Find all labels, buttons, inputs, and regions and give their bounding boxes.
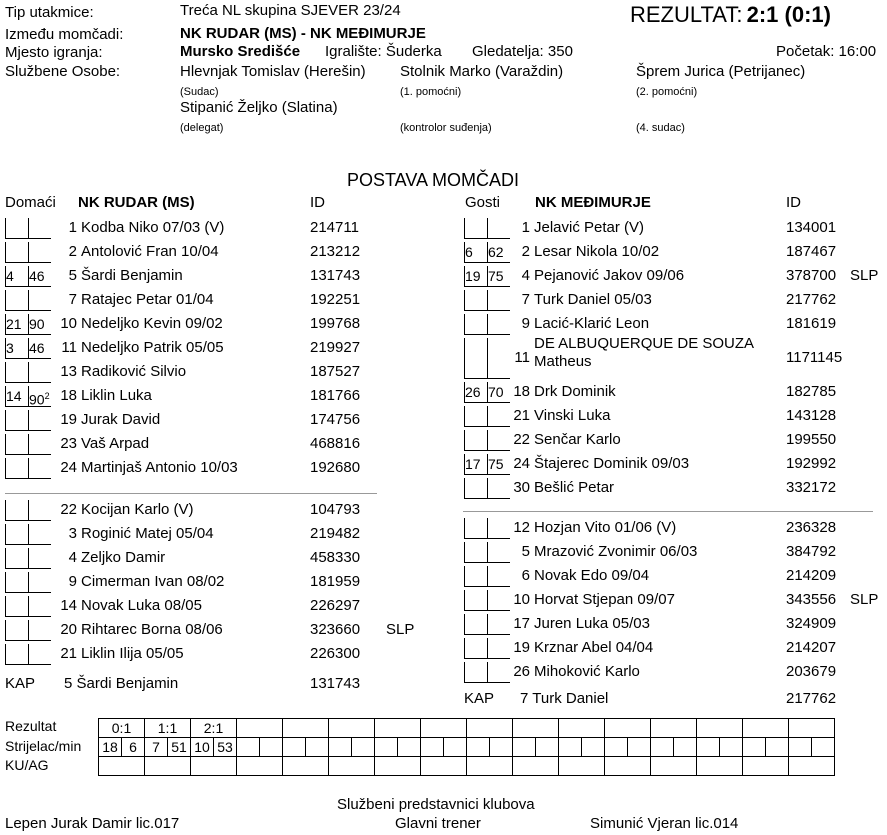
official-role: (Sudac)	[180, 86, 219, 98]
home-divider	[5, 493, 377, 494]
scorer-cell	[766, 738, 789, 757]
player-name: Lesar Nikola 10/02	[534, 243, 660, 260]
player-id: 343556	[786, 591, 837, 608]
sub-minute-box	[5, 290, 28, 311]
player-id: 324909	[786, 615, 837, 632]
player-id: 323660	[310, 621, 361, 638]
scorer-cell	[651, 738, 674, 757]
player-id: 214207	[786, 639, 837, 656]
izmedu-value: NK RUDAR (MS) - NK MEĐIMURJE	[180, 25, 426, 42]
player-name: Mihoković Karlo	[534, 663, 640, 680]
sub-minute-box	[5, 644, 28, 665]
izmedu-label: Između momčadi:	[5, 26, 124, 43]
player-number: 5	[68, 267, 77, 284]
scorer-cell	[812, 738, 835, 757]
sub-minute-box	[464, 590, 487, 611]
player-name: Juren Luka 05/03	[534, 615, 650, 632]
player-name: DE ALBUQUERQUE DE SOUZA	[534, 335, 755, 352]
player-name: Senčar Karlo	[534, 431, 621, 448]
scorer-cell: 51	[168, 738, 191, 757]
scorer-cell: 18	[99, 738, 122, 757]
player-id: 181959	[310, 573, 361, 590]
sub-minute-box	[5, 548, 28, 569]
player-number: 2	[68, 243, 77, 260]
player-id: 192251	[310, 291, 361, 308]
sub-minute-box	[5, 218, 28, 239]
rezultat-value: 2:1 (0:1)	[746, 2, 831, 27]
lineup-title: POSTAVA MOMČADI	[347, 170, 520, 190]
strijelac-row-label: Strijelac/min	[5, 738, 82, 754]
sub-minute: 46	[29, 340, 45, 356]
sub-minute-box: 4	[5, 266, 28, 287]
kuag-cell	[651, 757, 697, 776]
score-cell	[421, 719, 467, 738]
player-number: 5	[521, 543, 530, 560]
player-id: 187467	[786, 243, 837, 260]
player-number: 22	[513, 431, 530, 448]
player-number: 9	[68, 573, 77, 590]
player-number: 23	[60, 435, 77, 452]
player-name: Zeljko Damir	[81, 549, 166, 566]
player-id: 219927	[310, 339, 361, 356]
sub-minute-box	[5, 410, 28, 431]
player-id: 458330	[310, 549, 361, 566]
kuag-cell	[237, 757, 283, 776]
player-number: 22	[60, 501, 77, 518]
result-heading	[630, 2, 831, 28]
player-id: 181619	[786, 315, 837, 332]
sub-minute-box	[464, 566, 487, 587]
kuag-cell	[99, 757, 145, 776]
player-number: 13	[60, 363, 77, 380]
gledatelja: Gledatelja: 350	[472, 43, 573, 60]
player-number: 10	[513, 591, 530, 608]
player-name: Drk Dominik	[534, 383, 616, 400]
player-name: Jurak David	[81, 411, 161, 428]
kuag-cell	[421, 757, 467, 776]
score-cell	[375, 719, 421, 738]
player-id: 131743	[310, 267, 361, 284]
home-team: NK RUDAR (MS)	[78, 194, 195, 211]
scorer-cell	[375, 738, 398, 757]
kuag-cell	[329, 757, 375, 776]
player-number: 3	[68, 525, 77, 542]
player-id: 174756	[310, 411, 361, 428]
player-name: Nedeljko Patrik 05/05	[81, 339, 224, 356]
result-score-row	[99, 719, 835, 738]
player-id: 199768	[310, 315, 361, 332]
kuag-cell	[513, 757, 559, 776]
scorer-cell	[283, 738, 306, 757]
player-tag: SLP	[850, 267, 879, 284]
kuag-cell	[283, 757, 329, 776]
scorer-cell	[352, 738, 375, 757]
player-number: 11	[514, 349, 530, 366]
sub-minute-box	[5, 362, 28, 383]
player-id: 384792	[786, 543, 837, 560]
scorer-cell: 6	[122, 738, 145, 757]
player-number: 7	[521, 291, 530, 308]
player-number: 30	[513, 479, 530, 496]
sub-minute-box	[5, 524, 28, 545]
sub-minute-box	[464, 218, 487, 239]
player-name: Ratajec Petar 01/04	[81, 291, 214, 308]
kap-name: Šardi Benjamin	[76, 675, 179, 692]
player-id: 214711	[310, 219, 359, 236]
player-number: 2	[521, 243, 530, 260]
scorer-cell	[743, 738, 766, 757]
kuag-cell	[605, 757, 651, 776]
player-number: 4	[521, 267, 530, 284]
sub-minute-box: 14	[5, 386, 28, 407]
player-name: Martinjaš Antonio 10/03	[81, 459, 238, 476]
osobe-label: Službene Osobe:	[5, 63, 121, 80]
away-team: NK MEĐIMURJE	[535, 194, 651, 211]
player-number: 1	[521, 219, 530, 236]
kap-num: 7	[520, 690, 529, 707]
score-cell	[513, 719, 559, 738]
scorer-cell	[559, 738, 582, 757]
away-kap-label: KAP	[464, 690, 495, 707]
player-id: 217762	[786, 291, 837, 308]
player-number: 9	[521, 315, 530, 332]
player-name: Vaš Arpad	[81, 435, 150, 452]
player-id: 468816	[310, 435, 361, 452]
scorer-cell	[697, 738, 720, 757]
player-number: 12	[513, 519, 530, 536]
kuag-cell	[789, 757, 835, 776]
kuag-cell	[559, 757, 605, 776]
away-label: Gosti	[465, 194, 501, 211]
footer-title: Službeni predstavnici klubova	[337, 796, 535, 813]
sub-minute-box	[5, 458, 28, 479]
home-id-header: ID	[310, 194, 325, 211]
official-role: (2. pomoćni)	[636, 86, 698, 98]
player-name: Hozjan Vito 01/06 (V)	[534, 519, 677, 536]
player-id: 332172	[786, 479, 837, 496]
sub-minute-box: 6	[464, 242, 487, 263]
away-divider	[463, 511, 873, 512]
scorer-cell	[444, 738, 467, 757]
scorer-cell: 53	[214, 738, 237, 757]
sub-minute-box	[464, 314, 487, 335]
player-id: 236328	[786, 519, 837, 536]
player-name: Antolović Fran 10/04	[81, 243, 219, 260]
kuag-row-label: KU/AG	[5, 757, 49, 773]
sub-minute-box	[464, 638, 487, 659]
away-kap	[520, 687, 608, 711]
player-name: Štajerec Dominik 09/03	[534, 455, 690, 472]
player-id: 226297	[310, 597, 361, 614]
player-id: 219482	[310, 525, 361, 542]
sub-minute-box: 26	[464, 382, 487, 403]
player-name: Horvat Stjepan 09/07	[534, 591, 675, 608]
sub-minute: 75	[488, 456, 504, 472]
scorer-cell	[398, 738, 421, 757]
sub-minute-box	[464, 518, 487, 539]
player-id: 378700	[786, 267, 837, 284]
rezultat-label: REZULTAT:	[630, 2, 743, 27]
scorer-cell	[605, 738, 628, 757]
player-id: 134001	[786, 219, 837, 236]
player-name: Turk Daniel 05/03	[534, 291, 652, 308]
sub-minute-box: 3	[5, 338, 28, 359]
sub-minute-box	[5, 434, 28, 455]
scorer-cell	[490, 738, 513, 757]
player-id: 214209	[786, 567, 837, 584]
player-number: 24	[513, 455, 530, 472]
player-id: 1171145	[786, 349, 843, 366]
sub-minute-box	[464, 290, 487, 311]
sub-minute-box	[464, 406, 487, 427]
score-cell	[559, 719, 605, 738]
result-table	[98, 718, 835, 776]
player-name: Rihtarec Borna 08/06	[81, 621, 223, 638]
tip-value: Treća NL skupina SJEVER 23/24	[180, 2, 401, 19]
score-cell	[237, 719, 283, 738]
sub-minute-box: 19	[464, 266, 487, 287]
score-cell	[697, 719, 743, 738]
kuag-cell	[467, 757, 513, 776]
score-cell: 2:1	[191, 719, 237, 738]
scorer-cell	[306, 738, 329, 757]
player-id: 143128	[786, 407, 837, 424]
player-number: 19	[513, 639, 530, 656]
sub-minute: 70	[488, 384, 504, 400]
score-cell	[467, 719, 513, 738]
sub-minute-box	[5, 596, 28, 617]
sub-minute: 62	[488, 244, 504, 260]
sub-minute-box	[464, 430, 487, 451]
player-name-line2: Matheus	[534, 353, 592, 370]
scorer-cell	[628, 738, 651, 757]
player-id: 192992	[786, 455, 837, 472]
official-name: Stipanić Željko (Slatina)	[180, 99, 338, 116]
player-id: 199550	[786, 431, 837, 448]
player-name: Radiković Silvio	[81, 363, 187, 380]
sub-minute-box	[464, 614, 487, 635]
player-name: Novak Luka 08/05	[81, 597, 202, 614]
scorer-cell	[260, 738, 283, 757]
sub-minute-box	[5, 500, 28, 521]
player-name: Mrazović Zvonimir 06/03	[534, 543, 698, 560]
player-name: Liklin Luka	[81, 387, 152, 404]
official-role: (delegat)	[180, 122, 224, 134]
official-role: (kontrolor suđenja)	[400, 122, 492, 134]
pocetak: Početak: 16:00	[776, 43, 877, 60]
player-number: 6	[521, 567, 530, 584]
kuag-cell	[697, 757, 743, 776]
footer-left: Lepen Jurak Damir lic.017	[5, 815, 180, 832]
scorer-cell	[582, 738, 605, 757]
player-name: Jelavić Petar (V)	[534, 219, 645, 236]
scorer-cell	[421, 738, 444, 757]
score-cell	[329, 719, 375, 738]
rezultat-row-label: Rezultat	[5, 718, 57, 734]
kuag-cell	[145, 757, 191, 776]
sub-minute-box: 21	[5, 314, 28, 335]
scorer-cell	[467, 738, 490, 757]
kuag-cell	[375, 757, 421, 776]
player-number: 10	[60, 315, 77, 332]
scorer-cell: 7	[145, 738, 168, 757]
sub-minute-box	[5, 620, 28, 641]
away-kap-id: 217762	[786, 690, 837, 707]
sub-minute-box: 17	[464, 454, 487, 475]
player-number: 18	[513, 383, 530, 400]
player-number: 17	[513, 615, 530, 632]
player-id: 213212	[310, 243, 361, 260]
player-id: 192680	[310, 459, 361, 476]
scorer-cell	[536, 738, 559, 757]
player-name: Cimerman Ivan 08/02	[81, 573, 225, 590]
player-name: Liklin Ilija 05/05	[81, 645, 184, 662]
sub-minute-box	[464, 338, 487, 379]
sub-minute-sup: 2	[44, 391, 50, 401]
away-id-header: ID	[786, 194, 801, 211]
score-cell	[789, 719, 835, 738]
home-label: Domaći	[5, 194, 56, 211]
scorer-cell: 10	[191, 738, 214, 757]
player-name: Pejanović Jakov 09/06	[534, 267, 685, 284]
player-id: 187527	[310, 363, 361, 380]
score-cell	[743, 719, 789, 738]
scorer-cell	[789, 738, 812, 757]
score-cell	[605, 719, 651, 738]
kuag-cell	[191, 757, 237, 776]
footer-center: Glavni trener	[395, 815, 481, 832]
official-role: (1. pomoćni)	[400, 86, 462, 98]
home-kap-id: 131743	[310, 675, 361, 692]
player-name: Krznar Abel 04/04	[534, 639, 654, 656]
official-name: Stolnik Marko (Varaždin)	[400, 63, 564, 80]
result-scorer-row	[99, 738, 835, 757]
player-number: 11	[61, 339, 77, 356]
player-name: Bešlić Petar	[534, 479, 615, 496]
kap-num: 5	[64, 675, 73, 692]
player-number: 21	[60, 645, 77, 662]
player-id: 226300	[310, 645, 361, 662]
home-kap-label: KAP	[5, 675, 36, 692]
player-number: 21	[513, 407, 530, 424]
official-name: Šprem Jurica (Petrijanec)	[636, 63, 806, 80]
player-id: 203679	[786, 663, 837, 680]
sub-minute-box	[464, 662, 487, 683]
player-number: 19	[60, 411, 77, 428]
player-name: Novak Edo 09/04	[534, 567, 650, 584]
player-name: Lacić-Klarić Leon	[534, 315, 650, 332]
kap-name: Turk Daniel	[532, 690, 609, 707]
sub-minute-box	[464, 542, 487, 563]
scorer-cell	[237, 738, 260, 757]
official-name: Hlevnjak Tomislav (Herešin)	[180, 63, 366, 80]
scorer-cell	[674, 738, 697, 757]
score-cell: 1:1	[145, 719, 191, 738]
player-tag: SLP	[386, 621, 415, 638]
player-number: 7	[68, 291, 77, 308]
mjesto-label: Mjesto igranja:	[5, 44, 103, 61]
sub-minute-box	[5, 572, 28, 593]
player-number: 24	[60, 459, 77, 476]
scorer-cell	[329, 738, 352, 757]
player-name: Kodba Niko 07/03 (V)	[81, 219, 225, 236]
sub-minute-box	[464, 478, 487, 499]
home-kap	[64, 672, 178, 696]
score-cell	[283, 719, 329, 738]
tip-label: Tip utakmice:	[5, 4, 94, 21]
mjesto-value: Mursko Središće	[180, 43, 301, 60]
player-number: 26	[513, 663, 530, 680]
sub-minute: 90	[29, 391, 45, 408]
player-number: 20	[60, 621, 77, 638]
player-name: Nedeljko Kevin 09/02	[81, 315, 223, 332]
sub-minute: 90	[29, 316, 45, 332]
player-number: 18	[60, 387, 77, 404]
score-cell	[651, 719, 697, 738]
scorer-cell	[513, 738, 536, 757]
sub-minute-box	[5, 242, 28, 263]
footer-right: Simunić Vjeran lic.014	[590, 815, 739, 832]
igraliste: Igralište: Šuderka	[325, 43, 442, 60]
player-id: 104793	[310, 501, 361, 518]
player-number: 4	[68, 549, 77, 566]
player-name: Šardi Benjamin	[81, 267, 183, 284]
scorer-cell	[720, 738, 743, 757]
player-name: Vinski Luka	[534, 407, 611, 424]
player-name: Kocijan Karlo (V)	[81, 501, 194, 518]
sub-minute: 75	[488, 268, 504, 284]
sub-minute: 46	[29, 268, 45, 284]
score-cell: 0:1	[99, 719, 145, 738]
player-number: 14	[60, 597, 77, 614]
player-name: Roginić Matej 05/04	[81, 525, 214, 542]
player-tag: SLP	[850, 591, 879, 608]
kuag-cell	[743, 757, 789, 776]
result-kuag-row	[99, 757, 835, 776]
player-id: 182785	[786, 383, 837, 400]
player-id: 181766	[310, 387, 361, 404]
player-number: 1	[68, 219, 77, 236]
official-role: (4. sudac)	[636, 122, 685, 134]
